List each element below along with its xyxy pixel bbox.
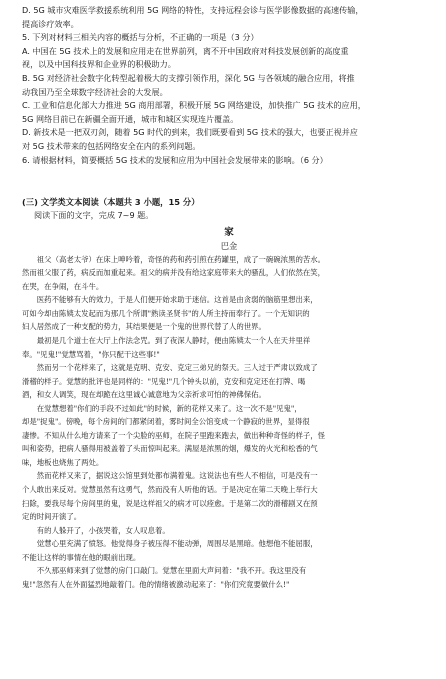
story-line: 医药不能够有大的效力，于是人们便开始求助于迷信。这首是由贪弱的脑筋里想出来， xyxy=(22,295,318,305)
story-line: 然而祖父服了药，病反而加重起来。祖父的病并没有给这家庭带来大的骚乱，人们依然在笑， xyxy=(22,268,326,278)
story-line: 祖父（高老太爷）在床上呻吟着，奇怪的药和药引煎在药罐里，成了一碗碗浓黑的苦水。 xyxy=(22,254,326,264)
story-line: 然而另一个花样来了，这就是克明、克安、克定三弟兄的祭天。三人过于严肃以致成了 xyxy=(22,363,318,373)
q6-stem: 6. 请根据材料，简要概括 5G 技术的发展和应用为中国社会发展带来的影响。（6 分） xyxy=(22,154,328,165)
story-line: 不久那巫师来到了觉慧的房门口敲门。觉慧在里面大声问着："我不开。我这里没有 xyxy=(22,566,307,576)
story-line: 然而花样又来了，据说这公馆里到处都布满着鬼。这说法也有些人不相信，可是没有一 xyxy=(22,471,318,481)
story-line: 酒，和女人调笑，现在却跪在这里诚心诚意地为父亲祈求可怕的神佛保佑。 xyxy=(22,390,266,400)
story-line: 妇人居然成了一种支配的势力，其结果便是一个鬼的世界代替了人的世界。 xyxy=(22,322,266,332)
story-line: 个人敢出来反对。觉慧虽然有这勇气，然而没有人听他的话。于是决定在第二天晚上举行大 xyxy=(22,485,318,495)
q5-option-a-line-2: 视，以及中国科技界和企业界的积极助力。 xyxy=(22,59,176,70)
question-6 xyxy=(22,154,436,168)
story-line: 不能让这样的事情在他的眼前出现。 xyxy=(22,552,141,562)
story-line: 扫除，要我尽每个房间里的鬼，说是这样祖父的病才可以痊愈。于是第二次的滑稽剧又在预 xyxy=(22,498,318,508)
story-line: 觉慧心里充满了愤怒。他觉得身子被压得不能动弹，周围尽是黑暗。他想他不能屈服， xyxy=(22,539,318,549)
q5-option-b-line-1: B. 5G 对经济社会数字化转型起着极大的支撑引领作用，深化 5G 与各领域的融合应用，将推 xyxy=(22,72,355,83)
story-body xyxy=(22,253,436,592)
story-line: 凄惨。不知从什么地方请来了一个尖脸的巫师，在院子里跑来跑去，做出种种奇怪的样子，怪 xyxy=(22,430,326,440)
q5-option-a-line-1: A. 中国在 5G 技术上的发展和应用走在世界前列，离不开中国政府对科技发展创新的高度重 xyxy=(22,45,349,56)
q5-stem: 5. 下列对材料三相关内容的概括与分析，不正确的一项是（3 分） xyxy=(22,32,259,43)
story-line: 可如今却由陈姨太发起而为那几个所谓"熟读圣贤书"的人所主持而奉行了。一个无知识的 xyxy=(22,308,310,318)
story-line: 叫和姿势，把病人骚得用被盖着了头而惊叫起来。满屋是浓黑的烟，爆发的火光和松香的气 xyxy=(22,444,318,454)
section-3-instruction: 阅读下面的文字，完成 7~9 题。 xyxy=(34,210,154,221)
story-title: 家 xyxy=(224,226,234,238)
story-line: 最初是几个道士在大厅上作法念咒。到了夜深人静时，便由陈姨太一个人在天井里祥 xyxy=(22,336,311,345)
blank-answer-space xyxy=(22,167,436,193)
q4-option-d-line-2: 提高诊疗效率。 xyxy=(22,18,79,29)
story-line: 味，地板也烧焦了两处。 xyxy=(22,457,104,467)
story-line: 鬼!"忽然有人在外面猛烈地敲着门。他的情绪被激动起来了："你们究竟要做什么!" xyxy=(22,579,290,589)
story-line: 滑稽的样子。觉慧的批评也是同样的："见鬼!"几个钟头以前，克安和克定还在打牌、喝 xyxy=(22,376,306,386)
q4-option-d-line-1: D. 5G 城市灾难医学救援系统利用 5G 网络的特性，支持远程会诊与医学影像数据的高速传输， xyxy=(22,5,364,15)
section-3 xyxy=(22,195,436,253)
q5-option-d-line-2: 对 5G 技术带来的包括网络安全在内的系列问题。 xyxy=(22,140,201,151)
q5-option-c-line-1: C. 工业和信息化部大力推进 5G 商用部署，积极开展 5G 网络建设，加快推广 5G 技术的应用， xyxy=(22,100,366,111)
story-line: 在觉慧想着"你们的手段不过如此"的时候，新的花样又来了。这一次不是"见鬼"， xyxy=(22,403,302,413)
section-3-title: (三) 文学类文本阅读（本题共 3 小题，15 分） xyxy=(22,197,200,208)
story-line: 在哭，在争闹，在斗牛。 xyxy=(22,281,104,291)
q4-option-d xyxy=(22,4,436,31)
story-line: 奉。"见鬼!"觉慧骂着，"你只配干这些事!" xyxy=(22,349,160,359)
story-line: 却是"捉鬼"。傍晚，每个房间的门都紧闭着，雾时间全公馆变成一个静寂的世界，显得很 xyxy=(22,417,310,427)
q5-option-b-line-2: 动我国乃至全球数字经济社会的大发展。 xyxy=(22,86,168,97)
question-5 xyxy=(22,31,436,153)
q5-option-c-line-2: 5G 网络目前已在新疆全面开通，城市和城区实现连片覆盖。 xyxy=(22,113,239,124)
story-line: 有的人躲开了，小孩哭着，女人叹息着。 xyxy=(22,525,170,535)
story-author: 巴金 xyxy=(220,240,238,251)
q5-option-d-line-1: D. 新技术是一把双刃剑，随着 5G 时代的到来，我们既要看到 5G 技术的强大，也要正视并应 xyxy=(22,127,358,138)
story-line: 定的时间开演了。 xyxy=(22,512,82,522)
